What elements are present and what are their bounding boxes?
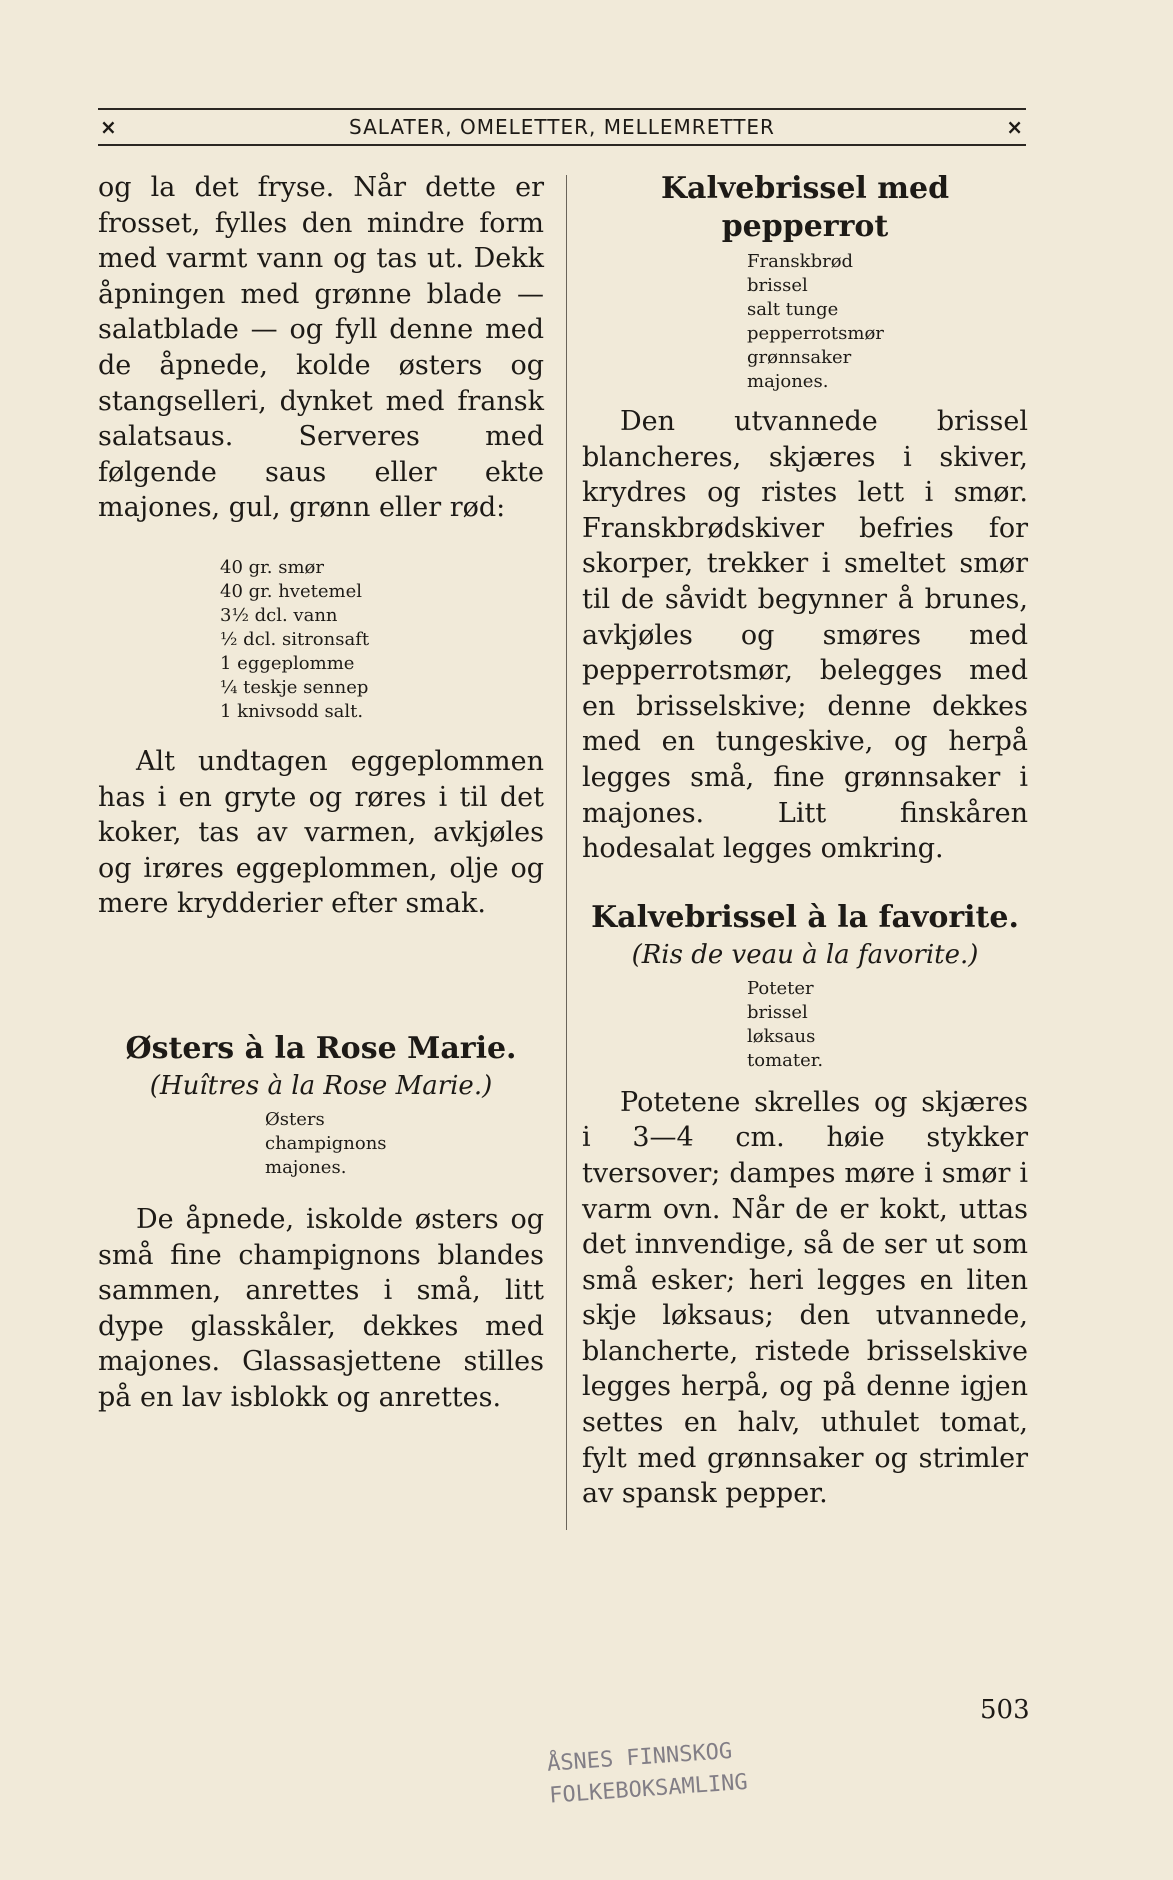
stamp-line-1: ÅSNES FINNSKOG xyxy=(546,1738,734,1777)
ingredient-line: Østers xyxy=(265,1108,325,1130)
header-right-mark: × xyxy=(1006,115,1024,139)
ingredient-line: majones. xyxy=(265,1156,347,1178)
header-left-mark: × xyxy=(100,115,118,139)
library-stamp xyxy=(546,1731,800,1812)
ingredient-line: Franskbrød xyxy=(747,251,854,272)
oyster-method: De åpnede, iskolde østers og små fine champignons blandes sammen, anrettes i små, litt dype glasskåler, dekkes med majones. Glassasjettene stilles på en lav isblokk og anrettes. xyxy=(98,1203,544,1413)
recipe-subtitle-favorite: (Ris de veau à la favorite.) xyxy=(631,939,979,970)
ingredient-line: majones. xyxy=(747,371,829,392)
ingredient-line: tomater. xyxy=(747,1049,824,1071)
ingredient-line: pepperrotsmør xyxy=(747,323,884,344)
ingredient-line: 1 knivsodd salt. xyxy=(220,700,364,722)
ingredient-line: 1 eggeplomme xyxy=(220,652,355,674)
ingredient-line: 3½ dcl. vann xyxy=(220,604,338,626)
ingredient-line: grønnsaker xyxy=(747,347,852,368)
page-number: 503 xyxy=(980,1695,1030,1725)
recipe-title-horseradish: Kalvebrissel med pepperrot xyxy=(660,171,950,244)
ingredient-line: ½ dcl. sitronsaft xyxy=(220,628,370,650)
running-header xyxy=(98,108,1026,146)
ingredient-line: salt tunge xyxy=(747,299,839,320)
left-column xyxy=(98,170,544,1415)
favorite-method: Potetene skrelles og skjæres i 3—4 cm. høie stykker tversover; dampes møre i smør i varm ovn. Når de er kokt, uttas det innvendige, så de ser ut som små esker; heri legges en liten skje løksaus; den utvannede, blancherte, ristede brisselskive legges herpå, og på denne igjen settes en halv, uthulet tomat, fylt med grønnsaker og strimler av spansk pepper. xyxy=(582,1086,1028,1510)
left-paragraph-2: Alt undtagen eggeplommen has i en gryte og røres i til det koker, tas av varmen, avkjøles og irøres eggeplommen, olje og mere krydderier efter smak. xyxy=(98,745,544,920)
recipe-subtitle-oysters: (Huîtres à la Rose Marie.) xyxy=(149,1070,493,1101)
header-title: SALATER, OMELETTER, MELLEMRETTER xyxy=(349,115,775,139)
ingredient-line: 40 gr. hvetemel xyxy=(220,580,362,602)
favorite-ingredients xyxy=(747,977,1028,1073)
horseradish-ingredients xyxy=(747,250,1028,394)
ingredient-line: løksaus xyxy=(747,1025,816,1047)
ingredient-line: champignons xyxy=(265,1132,387,1154)
sauce-ingredients xyxy=(220,556,544,724)
ingredient-line: brissel xyxy=(747,275,808,296)
recipe-title-oysters: Østers à la Rose Marie. xyxy=(125,1030,517,1066)
stamp-line-2: FOLKEBOKSAMLING xyxy=(548,1769,749,1809)
ingredient-line: brissel xyxy=(747,1001,808,1023)
column-divider xyxy=(566,175,567,1530)
right-column xyxy=(582,170,1028,1512)
left-paragraph-1: og la det fryse. Når dette er frosset, fylles den mindre form med varmt vann og tas ut. Dekk åpningen med grønne blade — salatblade — og fyll denne med de åpnede, kolde østers og stangselleri, dynket med fransk salatsaus. Serveres med følgende saus eller ekte majones, gul, grønn eller rød: xyxy=(98,172,544,524)
oyster-ingredients xyxy=(265,1108,544,1180)
ingredient-line: ¼ teskje sennep xyxy=(220,676,369,698)
recipe-title-favorite: Kalvebrissel à la favorite. xyxy=(591,899,1019,935)
horseradish-method: Den utvannede brissel blancheres, skjæres i skiver, krydres og ristes lett i smør. Franskbrødskiver befries for skorper, trekker i smeltet smør til de såvidt begynner å brunes, avkjøles og smøres med pepperrotsmør, belegges med en brisselskive; denne dekkes med en tungeskive, og herpå legges små, fine grønnsaker i majones. Litt finskåren hodesalat legges omkring. xyxy=(582,406,1028,865)
ingredient-line: 40 gr. smør xyxy=(220,556,324,578)
ingredient-line: Poteter xyxy=(747,977,814,999)
